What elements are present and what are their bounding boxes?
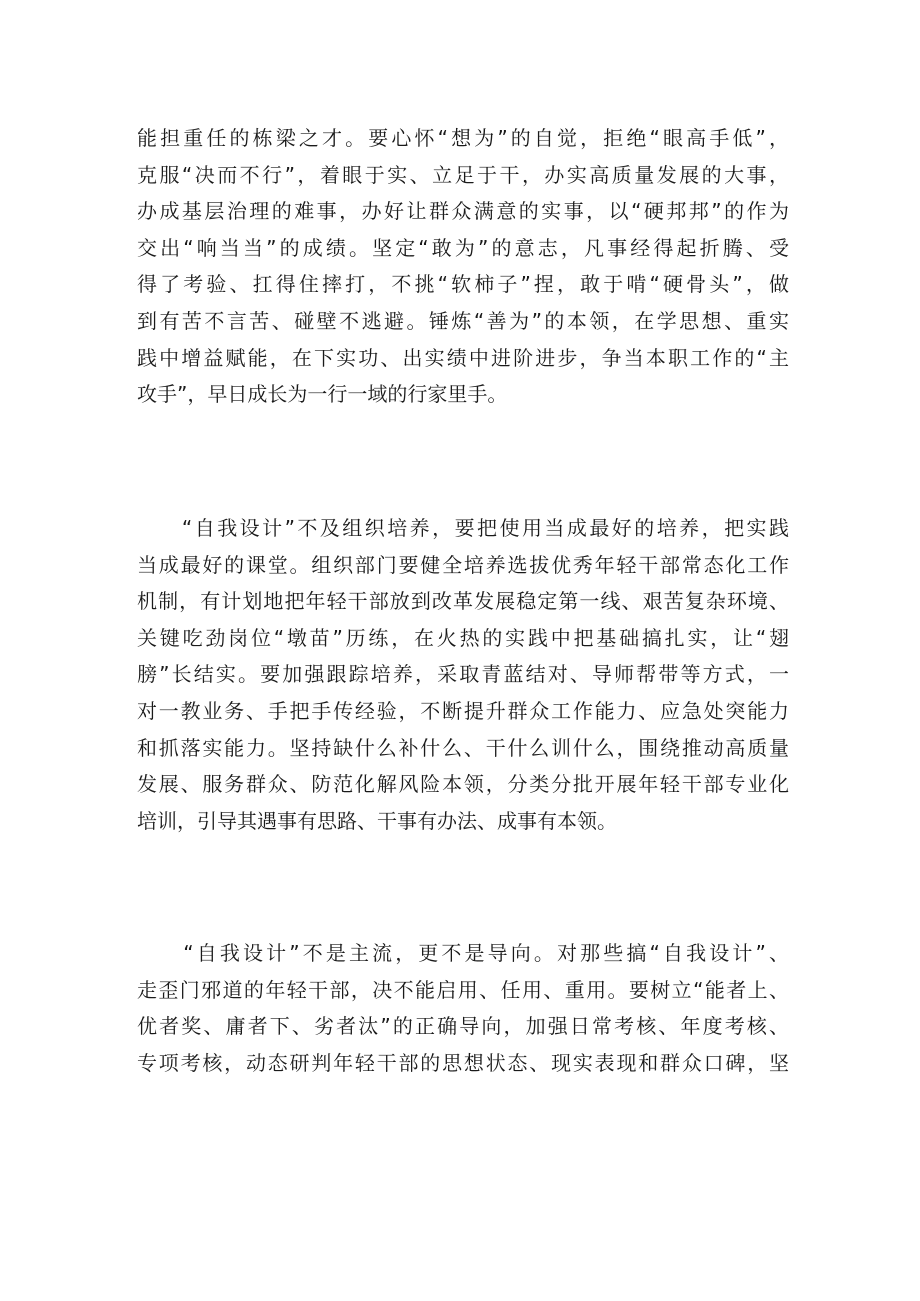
text-line: 交出“响当当”的成绩。坚定“敢为”的意志，凡事经得起折腾、受 [137, 235, 789, 260]
text-line: 发展、服务群众、防范化解风险本领，分类分批开展年轻干部专业化 [137, 772, 789, 797]
text-line: 克服“决而不行”，着眼于实、立足于干，办实高质量发展的大事， [137, 162, 789, 187]
text-line: 得了考验、扛得住摔打，不挑“软柿子”捏，敢于啃“硬骨头”，做 [137, 272, 789, 297]
paragraph-3 [137, 935, 789, 1081]
text-line: 能担重任的栋梁之才。要心怀“想为”的自觉，拒绝“眼高手低”， [137, 126, 789, 150]
text-line: 和抓落实能力。坚持缺什么补什么、干什么训什么，围绕推动高质量 [137, 735, 789, 760]
text-line: 优者奖、庸者下、劣者汰”的正确导向，加强日常考核、年度考核、 [137, 1014, 789, 1039]
text-line: 对一教业务、手把手传经验，不断提升群众工作能力、应急处突能力 [137, 698, 789, 723]
text-line: 关键吃劲岗位“墩苗”历练，在火热的实践中把基础搞扎实，让“翅 [137, 625, 789, 650]
text-line: 到有苦不言苦、碰壁不逃避。锤炼“善为”的本领，在学思想、重实 [137, 308, 789, 333]
paragraph-2 [137, 510, 789, 839]
text-line: 膀”长结实。要加强跟踪培养，采取青蓝结对、导师帮带等方式，一 [137, 662, 789, 687]
text-line: 攻手”，早日成长为一行一域的行家里手。 [137, 382, 508, 407]
text-line: 培训，引导其遇事有思路、干事有办法、成事有本领。 [137, 808, 617, 833]
text-line: 践中增益赋能，在下实功、出实绩中进阶进步，争当本职工作的“主 [137, 345, 789, 370]
text-line: 当成最好的课堂。组织部门要健全培养选拔优秀年轻干部常态化工作 [137, 552, 789, 577]
text-line: “自我设计”不是主流，更不是导向。对那些搞“自我设计”、 [137, 941, 789, 965]
text-line: 办成基层治理的难事，办好让群众满意的实事，以“硬邦邦”的作为 [137, 199, 789, 224]
paragraph-1 [137, 120, 789, 413]
text-line: 走歪门邪道的年轻干部，决不能启用、任用、重用。要树立“能者上、 [137, 977, 789, 1002]
text-line: “自我设计”不及组织培养，要把使用当成最好的培养，把实践 [137, 516, 789, 540]
text-line: 机制，有计划地把年轻干部放到改革发展稳定第一线、艰苦复杂环境、 [137, 589, 789, 614]
text-line: 专项考核，动态研判年轻干部的思想状态、现实表现和群众口碑，坚 [137, 1050, 789, 1075]
